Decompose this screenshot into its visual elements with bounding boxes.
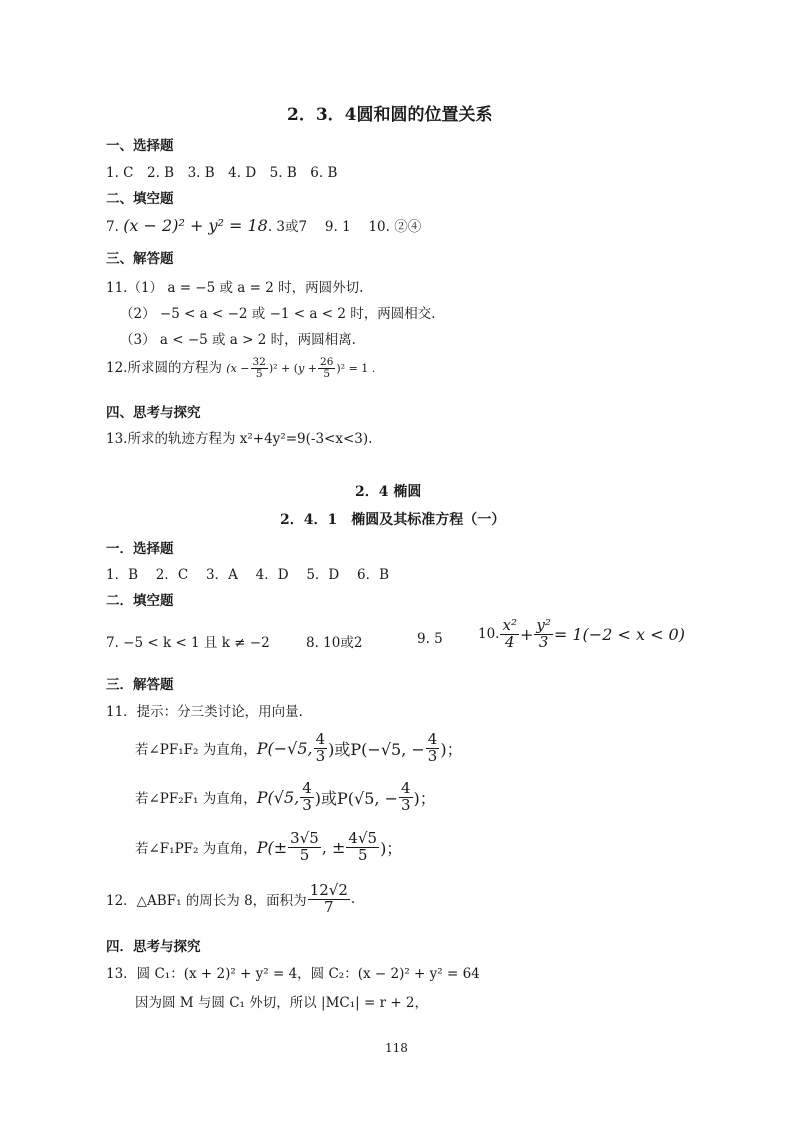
heading-fill-1: 二、填空题 — [106, 191, 174, 207]
q13-answer-1: 13.所求的轨迹方程为 x²+4y²=9(-3<x<3). — [106, 431, 373, 447]
q11-hint: 11．提示：分三类讨论，用向量. — [106, 704, 303, 720]
q12-answer-1: 12.所求圆的方程为 (x − $\frac{32}{5}$ )² + (y + $\frac{26}{5}$ )² = 1 . — [106, 355, 376, 380]
case1-prefix: 若∠PF₁F₂ 为直角， — [135, 742, 257, 759]
case2-frac-a: $\frac{4}{3}$ — [302, 779, 312, 814]
case1-mid: )或P(−√5, − — [328, 739, 425, 759]
q12-prefix-2: 12．△ABF₁ 的周长为 8，面积为 — [106, 893, 307, 910]
fill-answers-1 — [106, 215, 421, 235]
case3-prefix: 若∠F₁PF₂ 为直角， — [135, 841, 257, 858]
heading-choice-2: 一．选择题 — [106, 541, 174, 557]
section-title-2-3-4: 2．3．4圆和圆的位置关系 — [287, 105, 493, 125]
heading-think-1: 四、思考与探究 — [106, 405, 201, 421]
fill-q7-math: (x − 2)² + y² = 18 — [123, 216, 268, 235]
fill-q7-2: 7. −5 < k < 1 且 k ≠ −2 — [106, 635, 270, 651]
q13-line1: 13．圆 C₁：(x + 2)² + y² = 4，圆 C₂：(x − 2)² + y² = 64 — [106, 966, 480, 982]
fill-q8-2: 8. 10或2 — [306, 635, 363, 651]
q11-part3: （3） a < −5 或 a > 2 时，两圆相离. — [120, 332, 356, 348]
q11-case1 — [135, 732, 463, 765]
page-number: 118 — [385, 1041, 408, 1055]
heading-solve-2: 三．解答题 — [106, 677, 174, 693]
case2-prefix: 若∠PF₂F₁ 为直角， — [135, 791, 257, 808]
case3-end: )； — [380, 838, 403, 858]
fill-q9-2: 9. 5 — [417, 631, 443, 647]
heading-solve-1: 三、解答题 — [106, 251, 174, 267]
q12-answer-2 — [106, 883, 355, 916]
q12-end: . — [350, 891, 356, 908]
fill-q10-label: 10. — [478, 626, 500, 643]
q11-case3 — [135, 831, 402, 864]
case3-a: P(± — [256, 837, 288, 857]
fill-q7-label: 7. — [106, 219, 119, 235]
choice-answers-2: 1．B 2．C 3．A 4．D 5．D 6．B — [106, 567, 390, 583]
q12-frac: $\frac{12√2}{7}$ — [309, 881, 348, 916]
q12-frac-1: $\frac{32}{5}$ — [252, 355, 266, 380]
case3-frac-a: $\frac{3√5}{5}$ — [290, 829, 319, 864]
heading-choice-1: 一、选择题 — [106, 138, 174, 154]
case1-frac-b: $\frac{4}{3}$ — [427, 730, 438, 765]
case2-mid: )或P(√5, − — [314, 788, 398, 808]
q12-prefix: 12.所求圆的方程为 — [106, 360, 222, 376]
case1-end: )； — [440, 739, 463, 759]
heading-think-2: 四．思考与探究 — [106, 939, 201, 955]
case2-a: P(√5, — [256, 787, 300, 807]
q11-case2 — [135, 781, 436, 814]
q10-frac-y: $\frac{\text{y²}}{3}$ — [536, 616, 551, 651]
q11-part2: （2） −5 < a < −2 或 −1 < a < 2 时，两圆相交. — [120, 306, 436, 322]
case3-frac-b: $\frac{4√5}{5}$ — [348, 829, 378, 864]
case1-a: P(−√5, — [256, 738, 313, 758]
section-title-2-4: 2．4 椭圆 — [355, 484, 422, 500]
case2-end: )； — [413, 788, 436, 808]
case1-frac-a: $\frac{4}{3}$ — [315, 730, 326, 765]
fill-rest: . 3或7 9. 1 10. ②④ — [267, 219, 422, 235]
choice-answers-1: 1. C 2. B 3. B 4. D 5. B 6. B — [106, 165, 338, 181]
q12-frac-2: $\frac{26}{5}$ — [320, 355, 334, 380]
q10-rest: = 1(−2 < x < 0) — [553, 624, 685, 644]
section-subtitle-2-4-1: 2．4．1 椭圆及其标准方程（一） — [280, 512, 506, 528]
q10-frac-x: $\frac{\text{x²}}{4}$ — [502, 616, 517, 651]
heading-fill-2: 二．填空题 — [106, 593, 174, 609]
case3-mid: , ± — [321, 837, 346, 857]
q13-line2: 因为圆 M 与圆 C₁ 外切，所以 |MC₁| = r + 2， — [135, 995, 429, 1011]
case2-frac-b: $\frac{4}{3}$ — [400, 779, 411, 814]
q11-part1: 11.（1） a = −5 或 a = 2 时，两圆外切. — [106, 280, 364, 296]
fill-q10-2: 10. $\frac{\text{x²}}{4}$ + $\frac{\text{y²}}{3}$ = 1(−2 < x < 0) — [478, 616, 685, 651]
